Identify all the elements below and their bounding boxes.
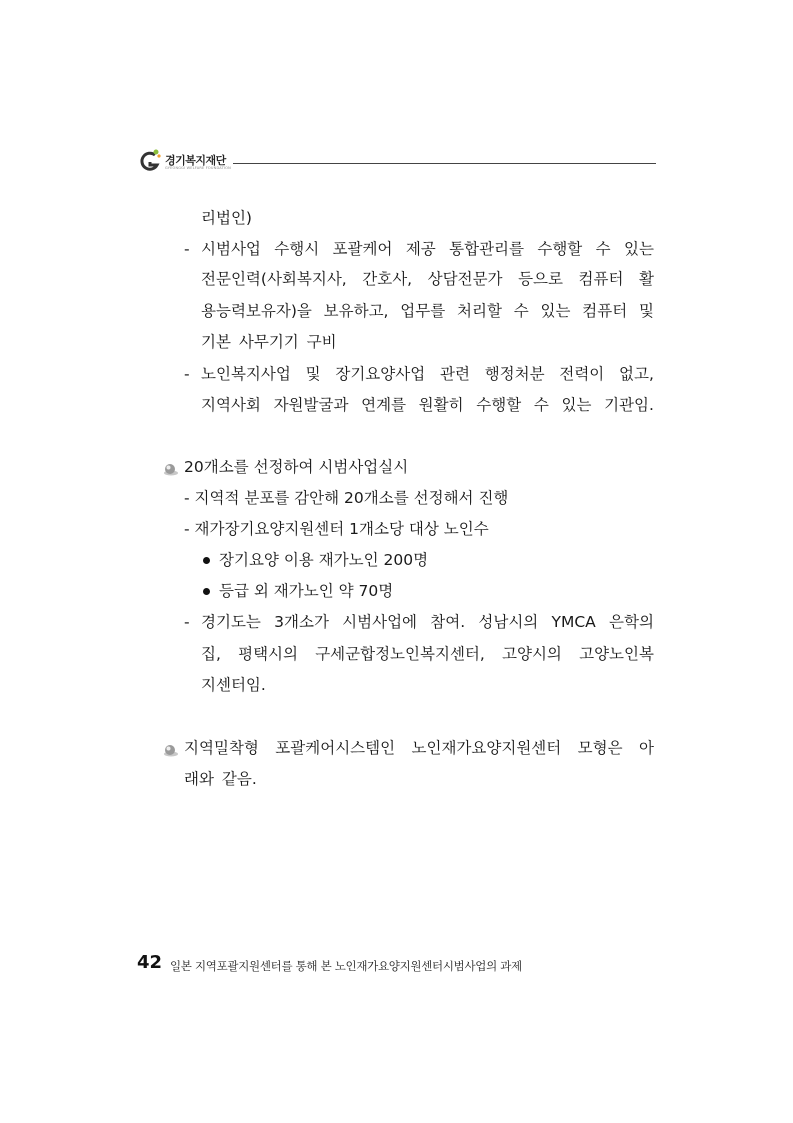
- word: 행정처분: [484, 365, 545, 383]
- word: 연계를: [361, 396, 407, 414]
- word: 수행할: [476, 396, 522, 414]
- section-heading: 20개소를 선정하여 시범사업실시: [184, 458, 409, 476]
- word: 지역사회: [201, 396, 261, 414]
- word: 노인재가요양지원센터: [411, 739, 562, 757]
- word: 있는: [540, 302, 571, 320]
- word: 집,: [201, 645, 221, 663]
- word: 처리할: [457, 302, 502, 320]
- word: 성남시의: [478, 613, 539, 631]
- word: 포괄케어시스템인: [275, 739, 396, 757]
- justified-line: [184, 738, 654, 758]
- word: 및: [638, 302, 654, 320]
- word: 상담전문가: [427, 270, 503, 288]
- word: 경기도는: [201, 613, 261, 631]
- word: 전력이: [559, 365, 605, 383]
- word: 아: [639, 739, 654, 757]
- word: 수행할: [537, 240, 583, 258]
- text-line: 지센터임.: [201, 676, 266, 694]
- header-divider: [233, 163, 656, 164]
- word: 있는: [561, 396, 592, 414]
- org-name: 경기복지재단: [165, 154, 226, 167]
- justified-line: [201, 395, 654, 415]
- word: 고양시의: [502, 645, 562, 663]
- word: 수: [513, 302, 529, 320]
- word: 평택시의: [238, 645, 298, 663]
- word: 등으로: [518, 270, 563, 288]
- word: 원활히: [418, 396, 464, 414]
- word: 보유하고,: [323, 302, 389, 320]
- running-title: 일본 지역포괄지원센터를 통해 본 노인재가요양지원센터시범사업의 과제: [170, 959, 522, 973]
- text-line: - 지역적 분포를 감안해 20개소를 선정해서 진행: [184, 489, 509, 507]
- word: 전문인력(사회복지사,: [201, 270, 347, 288]
- justified-line: [201, 364, 654, 384]
- word: 컴퓨터: [578, 270, 624, 288]
- text-line: 리법인): [201, 209, 252, 227]
- dash-marker: -: [184, 240, 190, 258]
- dot-bullet-icon: [203, 557, 210, 564]
- org-subtitle: GYEONGGI WELFARE FOUNDATION: [165, 166, 231, 170]
- word: 자원발굴과: [273, 396, 349, 414]
- word: 수: [595, 240, 611, 258]
- word: 제공: [405, 240, 436, 258]
- ball-bullet-icon: [163, 743, 179, 757]
- word: 수행시: [274, 240, 320, 258]
- justified-line: [201, 612, 654, 632]
- foundation-logo-icon: [138, 148, 162, 174]
- word: 수: [533, 396, 549, 414]
- page-number: 42: [137, 952, 163, 973]
- word: 고양노인복: [579, 645, 654, 663]
- dot-bullet-icon: [203, 588, 210, 595]
- text-line: 등급 외 재가노인 약 70명: [219, 582, 394, 600]
- page-header: [138, 146, 656, 176]
- word: 간호사,: [362, 270, 413, 288]
- word: 노인복지사업: [201, 365, 291, 383]
- word: 및: [305, 365, 321, 383]
- word: 통합관리를: [449, 240, 524, 258]
- word: 포괄케어: [332, 240, 393, 258]
- word: 모형은: [577, 739, 623, 757]
- word: 업무를: [400, 302, 446, 320]
- dash-marker: -: [184, 365, 190, 383]
- justified-line: [201, 269, 654, 289]
- text-line: 래와 같음.: [184, 770, 257, 788]
- word: 시범사업에: [342, 613, 418, 631]
- word: 참여.: [430, 613, 466, 631]
- ball-bullet-icon: [163, 462, 179, 476]
- justified-line: [201, 644, 654, 664]
- word: 관련: [439, 365, 470, 383]
- word: 용능력보유자)을: [201, 302, 312, 320]
- word: 있는: [623, 240, 654, 258]
- word: 3개소가: [274, 613, 329, 631]
- word: 구세군합정노인복지센터,: [315, 645, 485, 663]
- word: 지역밀착형: [184, 739, 259, 757]
- word: 장기요양사업: [335, 365, 426, 383]
- word: 컴퓨터: [582, 302, 628, 320]
- dash-marker: -: [184, 613, 190, 631]
- justified-line: [201, 239, 654, 259]
- word: 활: [638, 270, 654, 288]
- word: 없고,: [619, 365, 654, 383]
- word: 은학의: [609, 613, 654, 631]
- word: YMCA: [551, 613, 596, 631]
- word: 시범사업: [201, 240, 261, 258]
- text-line: 기본 사무기기 구비: [201, 333, 337, 351]
- text-line: 장기요양 이용 재가노인 200명: [219, 551, 429, 569]
- justified-line: [201, 301, 654, 321]
- word: 기관임.: [604, 396, 654, 414]
- text-line: - 재가장기요양지원센터 1개소당 대상 노인수: [184, 520, 489, 538]
